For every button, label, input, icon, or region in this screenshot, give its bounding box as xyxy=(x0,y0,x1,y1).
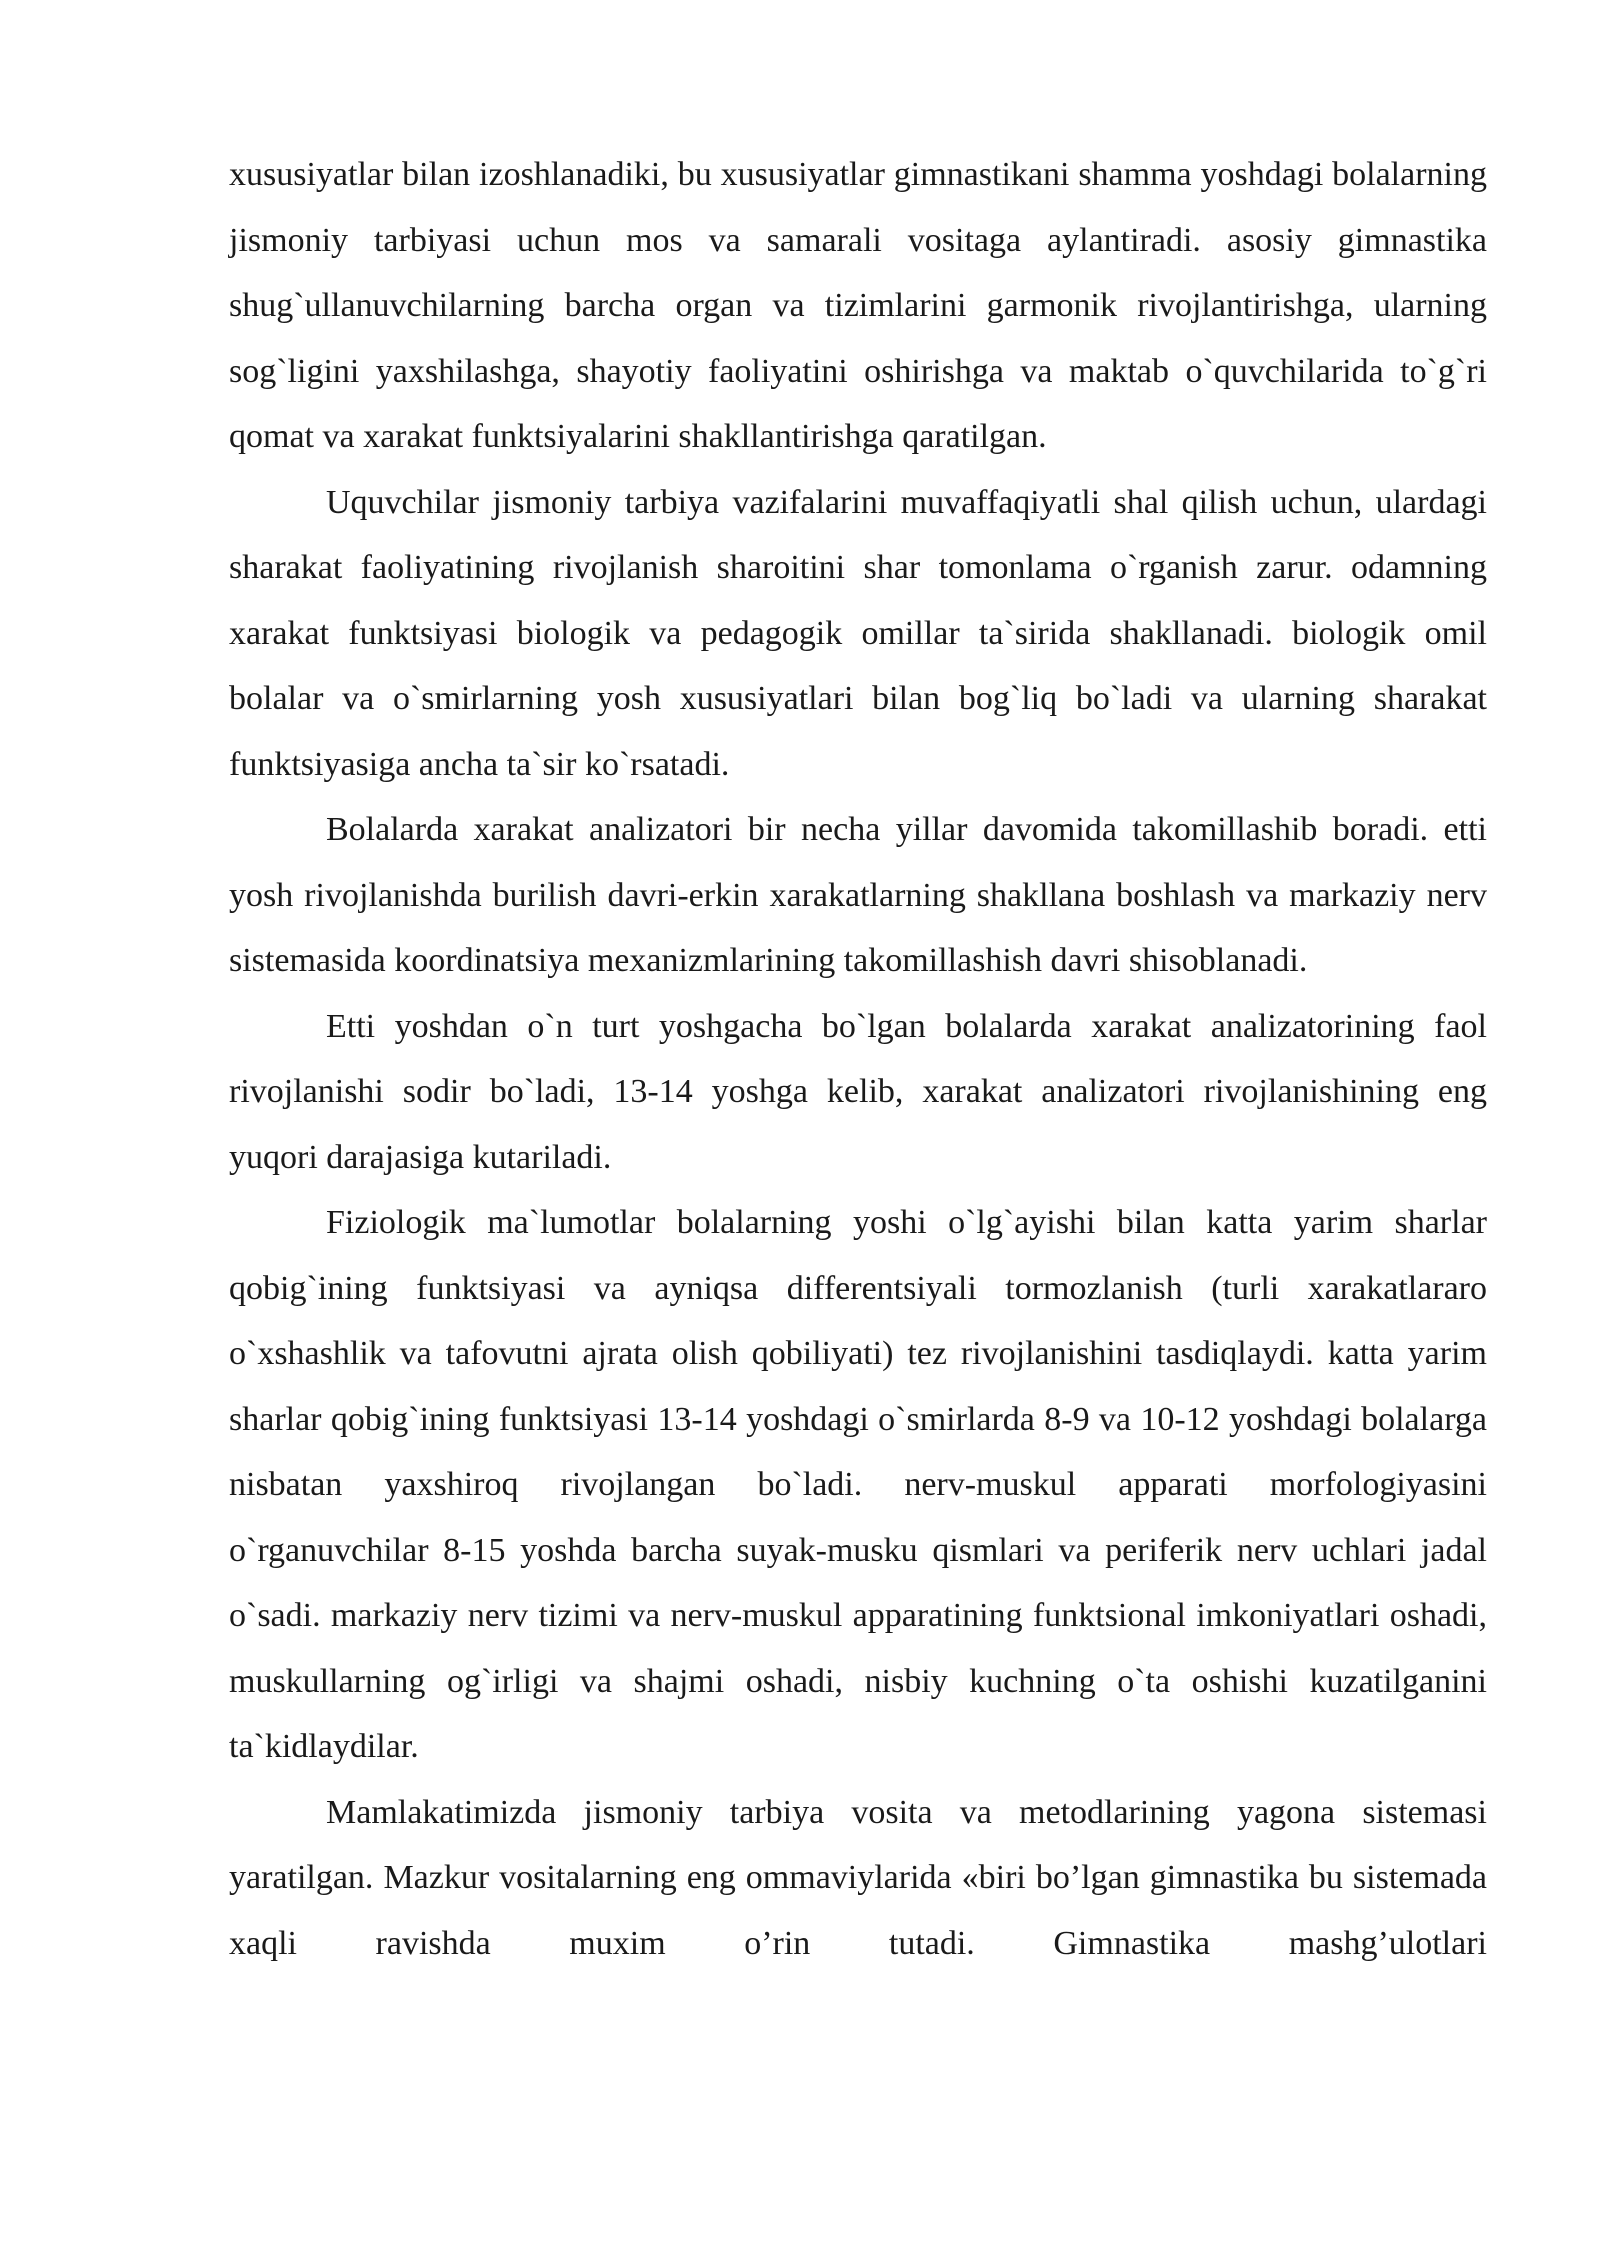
paragraph-1: xususiyatlar bilan izoshlanadiki, bu xususiyatlar gimnastikani shamma yoshdagi bolalarning jismoniy tarbiyasi uchun mos va samarali vositaga aylantiradi. asosiy gimnastika shug`ullanuvchilarning barcha organ va tizimlarini garmonik rivojlantirishga, ularning sog`ligini yaxshilashga, shayotiy faoliyatini oshirishga va maktab o`quvchilarida to`g`ri qomat va xarakat funktsiyalarini shakllantirishga qaratilgan. xyxy=(229,156,1487,455)
paragraph-3: Bolalarda xarakat analizatori bir necha yillar davomida takomillashib boradi. etti yosh rivojlanishda burilish davri-erkin xarakatlarning shakllana boshlash va markaziy nerv sistemasida koordinatsiya mexanizmlarining takomillashish davri shisoblanadi. xyxy=(229,811,1487,979)
paragraph-6: Mamlakatimizda jismoniy tarbiya vosita va metodlarining yagona sistemasi yaratilgan. Mazkur vositalarning eng ommaviylarida «biri bo’lgan gimnastika bu sistemada xaqli ravishda muxim o’rin tutadi. Gimnastika mashg’ulotlari xyxy=(229,1793,1487,1962)
document-page xyxy=(229,142,1487,1976)
paragraph-2: Uquvchilar jismoniy tarbiya vazifalarini muvaffaqiyatli shal qilish uchun, ulardagi sharakat faoliyatining rivojlanish sharoitini shar tomonlama o`rganish zarur. odamning xarakat funktsiyasi biologik va pedagogik omillar ta`sirida shakllanadi. biologik omil bolalar va o`smirlarning yosh xususiyatlari bilan bog`liq bo`ladi va ularning sharakat funktsiyasiga ancha ta`sir ko`rsatadi. xyxy=(229,483,1487,783)
paragraph-5: Fiziologik ma`lumotlar bolalarning yoshi o`lg`ayishi bilan katta yarim sharlar qobig`ining funktsiyasi va ayniqsa differentsiyali tormozlanish (turli xarakatlararo o`xshashlik va tafovutni ajrata olish qobiliyati) tez rivojlanishini tasdiqlaydi. katta yarim sharlar qobig`ining funktsiyasi 13-14 yoshdagi o`smirlarda 8-9 va 10-12 yoshdagi bolalarga nisbatan yaxshiroq rivojlangan bo`ladi. nerv-muskul apparati morfologiyasini o`rganuvchilar 8-15 yoshda barcha suyak-musku qismlari va periferik nerv uchlari jadal o`sadi. markaziy nerv tizimi va nerv-muskul apparatining funktsional imkoniyatlari oshadi, muskullarning og`irligi va shajmi oshadi, nisbiy kuchning o`ta oshishi kuzatilganini ta`kidlaydilar. xyxy=(229,1204,1487,1765)
paragraph-4: Etti yoshdan o`n turt yoshgacha bo`lgan bolalarda xarakat analizatorining faol rivojlanishi sodir bo`ladi, 13-14 yoshga kelib, xarakat analizatori rivojlanishining eng yuqori darajasiga kutariladi. xyxy=(229,1007,1487,1176)
